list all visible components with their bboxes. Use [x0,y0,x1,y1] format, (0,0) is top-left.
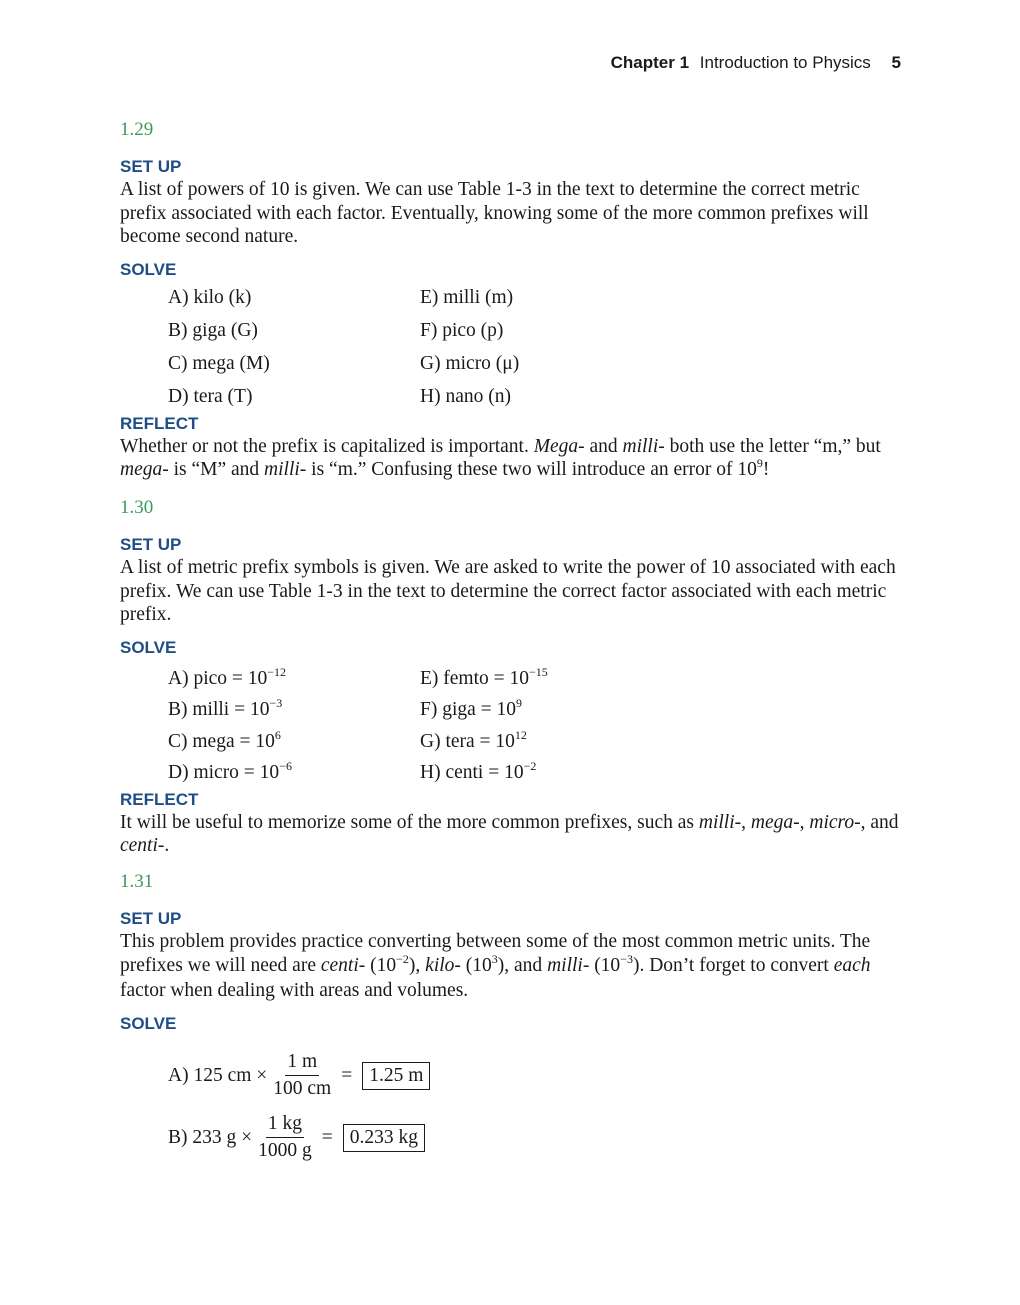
answer-g: G) micro (μ) [420,352,520,374]
answer-h: H) nano (n) [420,385,511,407]
reflect-heading: REFLECT [120,789,199,809]
chapter-title: Introduction to Physics [699,53,871,72]
problem-1-31 [120,870,910,1169]
equation-b [168,1107,910,1169]
problem-1-29 [120,118,910,484]
setup-heading: SET UP [120,157,182,176]
answer-b: B) milli = $10^{-3}$ [168,696,283,721]
answer-d: D) micro = $10^{-6}$ [168,759,292,784]
equation-lhs: B) 233 g × [168,1126,253,1148]
conversion-fraction [273,1050,331,1101]
equals-sign: = [321,1126,333,1148]
setup-text: A list of powers of 10 is given. We can use Table 1-3 in the text to determine the correct metric prefix associated with each factor. Eventually, knowing some of the more common prefixes will become second nature. [120,179,869,248]
solve-heading: SOLVE [120,259,177,279]
fraction-denominator: 100 cm [273,1078,332,1100]
problem-1-30 [120,496,910,858]
answer-a: A) kilo (k) [168,286,252,308]
answer-h: H) centi = $10^{-2}$ [420,759,537,784]
chapter-number: Chapter 1 [610,53,690,72]
fraction-numerator: 1 kg [266,1112,304,1138]
setup-text: A list of metric prefix symbols is given. We are asked to write the power of 10 associated with each prefix. We can use Table 1-3 in the text to determine the correct factor associated with each metric prefix. [120,556,896,626]
answer-c: C) mega = $10^6$ [168,727,281,752]
page-content [120,118,910,1181]
answer-f: F) giga = $10^9$ [420,696,523,721]
setup-heading: SET UP [120,908,182,928]
answer-a: A) pico = $10^{-12}$ [168,664,287,689]
problem-number: 1.29 [120,119,154,140]
running-header [611,53,901,73]
problem-number: 1.30 [120,496,154,518]
answer-c: C) mega (M) [168,352,270,374]
answer-e: E) femto = $10^{-15}$ [420,664,548,689]
fraction-denominator: 1000 g [258,1140,312,1162]
reflect-text: It will be useful to memorize some of the more common prefixes, such as milli-, mega-, micro-, and centi-. [120,811,899,857]
solve-heading: SOLVE [120,1013,177,1033]
equals-sign: = [341,1064,353,1086]
reflect-heading: REFLECT [120,413,199,433]
solve-heading: SOLVE [120,637,177,657]
fraction-numerator: 1 m [285,1050,319,1076]
problem-number: 1.31 [120,870,154,892]
answer-d: D) tera (T) [168,385,253,407]
setup-text: This problem provides practice converting between some of the most common metric units. The prefixes we will need are centi- $(10^{-2})$, kilo- $(10^3)$, and milli- $(10^{-3})$. Don’t forget to convert each factor when dealing with areas and volumes. [120,930,871,1002]
boxed-answer: 0.233 kg [343,1124,425,1152]
boxed-answer: 1.25 m [362,1062,430,1090]
conversion-fraction [258,1112,312,1163]
reflect-text: Whether or not the prefix is capitalized is important. Mega- and milli- both use the letter “m,” but mega- is “M” and milli- is “m.” Confusing these two will introduce an error of $10^9$! [120,435,881,481]
answer-e: E) milli (m) [420,286,514,308]
answer-b: B) giga (G) [168,319,258,341]
answer-grid [168,281,910,413]
answer-f: F) pico (p) [420,319,504,341]
answer-g: G) tera = $10^{12}$ [420,727,527,752]
equation-lhs: A) 125 cm × [168,1064,268,1086]
answer-grid [168,663,910,789]
page-number: 5 [891,53,901,72]
setup-heading: SET UP [120,534,182,554]
equation-a [168,1045,910,1107]
